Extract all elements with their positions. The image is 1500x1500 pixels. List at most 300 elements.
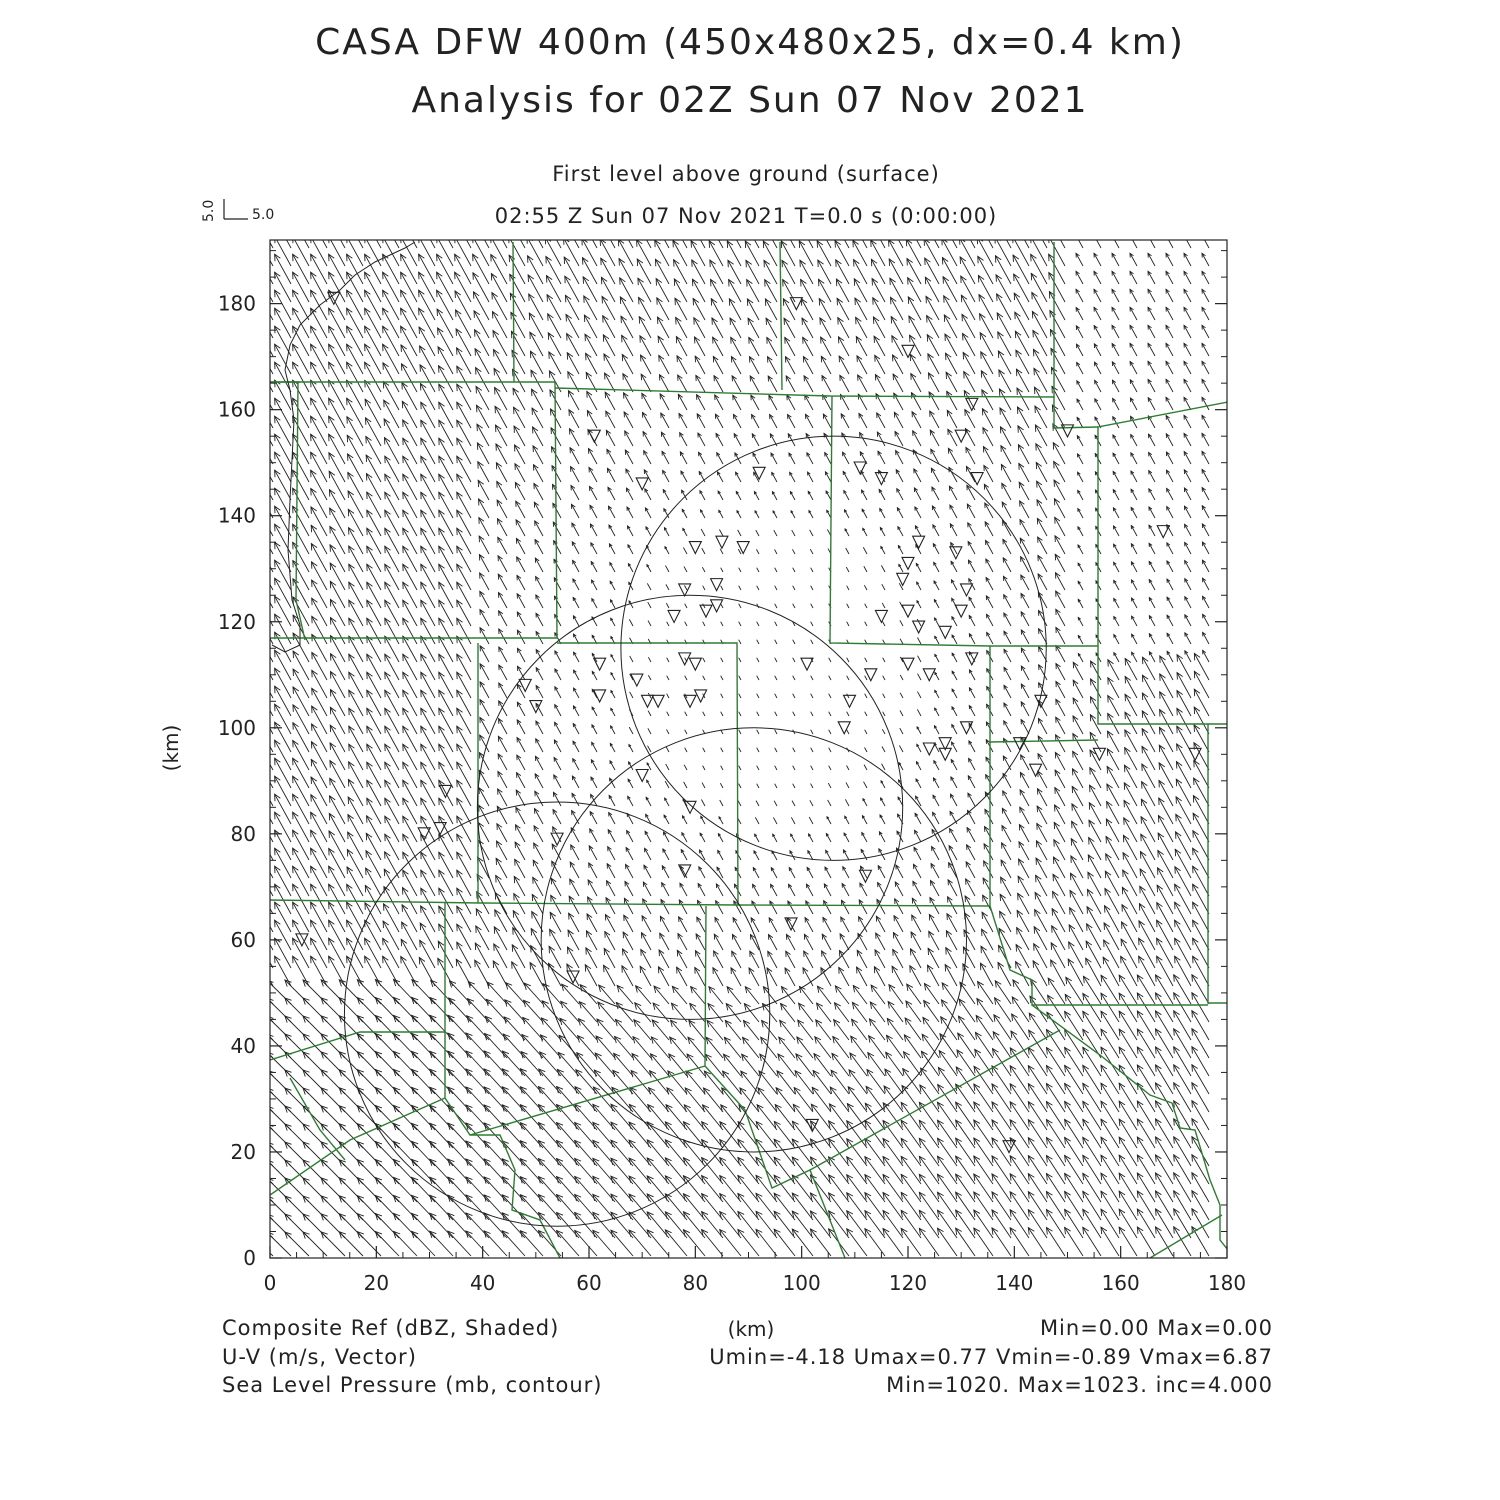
wind-vector-head [618, 220, 624, 227]
wind-vector [1052, 909, 1065, 932]
wind-vector [375, 1106, 399, 1130]
wind-vector [702, 567, 705, 572]
wind-vector [666, 764, 669, 770]
wind-vector [394, 1231, 417, 1256]
wind-vector [676, 337, 687, 356]
wind-vector-head [1010, 1084, 1016, 1091]
wind-vector-head [975, 1049, 981, 1056]
wind-vector [515, 464, 525, 482]
wind-vector [983, 447, 993, 464]
wind-vector [275, 488, 291, 518]
wind-vector [949, 486, 957, 500]
wind-vector [625, 450, 633, 464]
wind-vector [585, 334, 597, 356]
wind-vector [963, 352, 975, 374]
wind-vector [823, 395, 831, 410]
wind-vector [275, 668, 291, 698]
wind-vector [622, 354, 633, 374]
wind-vector [752, 434, 759, 446]
wind-vector [672, 986, 687, 1004]
wind-vector [534, 843, 543, 860]
wind-vector [684, 566, 687, 572]
wind-vector [479, 555, 489, 572]
wind-vector [675, 298, 687, 320]
wind-vector [780, 1020, 795, 1040]
wind-vector [1076, 307, 1083, 320]
wind-vector [476, 926, 489, 950]
wind-vector [882, 764, 885, 770]
wind-vector [494, 927, 507, 950]
wind-vector [569, 896, 579, 914]
wind-vector [412, 1195, 435, 1220]
wind-vector [1004, 721, 1011, 734]
wind-vector [375, 1178, 399, 1202]
wind-vector [383, 326, 399, 356]
wind-vector-head [257, 884, 263, 891]
wind-vector [383, 272, 399, 302]
wind-vector [829, 1193, 849, 1220]
wind-vector [757, 748, 759, 752]
wind-vector [570, 879, 579, 896]
wind-vector [901, 1102, 921, 1130]
wind-vector [607, 468, 615, 482]
wind-vector [412, 1069, 435, 1094]
wind-vector [549, 352, 561, 374]
wind-vector [757, 712, 759, 716]
wind-vector [517, 720, 525, 734]
wind-vector [311, 742, 327, 770]
wind-vector [967, 845, 975, 860]
wind-vector [757, 586, 759, 590]
wind-vector [892, 355, 903, 374]
wind-vector [665, 566, 669, 572]
wind-vector [695, 356, 705, 374]
wind-vector [572, 542, 579, 554]
wind-vector [1046, 1066, 1065, 1094]
wind-vector [479, 518, 489, 536]
wind-vector [641, 374, 651, 392]
wind-vector [1004, 613, 1011, 626]
wind-vector [942, 983, 957, 1004]
wind-vector [329, 866, 345, 896]
wind-vector [1002, 808, 1011, 824]
wind-vector [401, 345, 417, 374]
wind-vector [883, 694, 885, 698]
wind-vector [720, 800, 723, 806]
wind-vector [723, 1071, 741, 1094]
wind-vector [734, 434, 741, 446]
wind-vector-head [1028, 1210, 1034, 1217]
wind-vector [311, 272, 327, 302]
wind-vector-head [257, 596, 263, 603]
wind-vector-head [1028, 1138, 1034, 1145]
wind-vector [697, 917, 705, 932]
wind-vector [1046, 1192, 1065, 1220]
wind-vector [793, 676, 795, 680]
wind-vector [329, 236, 345, 266]
wind-vector [1013, 236, 1029, 266]
wind-vector [1028, 1084, 1047, 1112]
wind-vector [697, 414, 705, 428]
wind-vector [311, 362, 327, 392]
wind-vector [534, 809, 543, 824]
wind-vector [571, 504, 579, 518]
wind-vector [982, 929, 993, 950]
wind-vector [974, 1174, 993, 1202]
wind-vector [603, 335, 615, 356]
wind-vector [937, 1174, 957, 1202]
wind-vector [329, 362, 345, 392]
wind-vector-head [257, 542, 263, 549]
wind-vector [554, 775, 561, 788]
wind-vector [847, 1193, 867, 1220]
wind-vector-head [249, 1088, 256, 1095]
wind-vector [913, 864, 921, 878]
wind-vector [347, 380, 363, 410]
wind-vector [589, 486, 597, 500]
wind-vector [713, 356, 723, 374]
wind-vector [618, 220, 633, 248]
wind-vector [859, 900, 867, 914]
wind-vector [535, 756, 543, 770]
wind-vector [512, 962, 525, 986]
wind-vector [329, 453, 345, 482]
wind-vector [956, 1192, 975, 1220]
wind-vector [878, 866, 885, 878]
wind-vector [383, 956, 399, 986]
wind-vector [703, 622, 705, 626]
wind-vector [365, 290, 381, 320]
wind-vector [811, 694, 813, 698]
wind-vector [965, 896, 975, 914]
wind-vector [498, 574, 507, 590]
wind-vector-head [992, 1228, 998, 1235]
wind-vector-head [257, 452, 263, 459]
wind-vector [811, 586, 813, 590]
wind-vector [654, 221, 669, 248]
wind-vector [626, 864, 633, 878]
wind-vector [900, 693, 903, 698]
wind-vector [685, 712, 687, 716]
wind-vector [569, 913, 579, 932]
wind-vector [865, 1211, 885, 1238]
wind-vector [456, 310, 471, 338]
wind-vector [648, 657, 651, 662]
wind-vector [473, 218, 489, 248]
wind-vector [494, 944, 507, 968]
wind-vector [1011, 1031, 1029, 1058]
wind-vector [293, 848, 309, 878]
wind-vector [606, 411, 615, 428]
wind-vector-head [1031, 218, 1037, 225]
wind-vector [683, 547, 687, 554]
wind-vector [275, 848, 291, 878]
wind-vector [840, 395, 849, 410]
wind-vector [745, 987, 759, 1004]
wind-vector [929, 392, 939, 410]
wind-vector [1037, 806, 1047, 824]
wind-vector [922, 1034, 939, 1058]
wind-vector [817, 1003, 831, 1022]
wind-vector [412, 1105, 435, 1130]
wind-vector [498, 754, 507, 770]
wind-vector [311, 777, 327, 806]
wind-vector [793, 784, 795, 788]
wind-vector [917, 619, 921, 626]
wind-vector [798, 1020, 813, 1040]
wind-vector [293, 434, 309, 464]
wind-vector [680, 433, 687, 446]
wind-vector [968, 793, 975, 806]
wind-vector [667, 658, 669, 662]
wind-vector [293, 470, 309, 500]
wind-vector [685, 1088, 705, 1112]
wind-vector [311, 398, 327, 428]
wind-vector [383, 363, 399, 392]
wind-vector [1010, 1192, 1029, 1220]
wind-vector [311, 290, 327, 320]
wind-vector [401, 290, 417, 320]
wind-vector [956, 1084, 975, 1112]
wind-vector [662, 866, 669, 878]
wind-vector [823, 917, 831, 932]
wind-vector [667, 622, 669, 626]
wind-vector [829, 766, 831, 770]
wind-vector [606, 430, 615, 446]
wind-vector [946, 931, 957, 950]
wind-vector [604, 354, 615, 374]
wind-vector-head [257, 812, 263, 819]
wind-vector [786, 376, 795, 392]
wind-vector [495, 406, 507, 428]
wind-vector [293, 380, 309, 410]
wind-vector [883, 1103, 903, 1130]
wind-vector [568, 930, 579, 950]
wind-vector [347, 884, 363, 914]
wind-vector [677, 950, 687, 968]
wind-vector [533, 860, 543, 878]
wind-vector [517, 612, 525, 626]
wind-vector [636, 221, 651, 248]
wind-vector [311, 434, 327, 464]
wind-vector [293, 902, 309, 932]
wind-vector-head [249, 1106, 256, 1113]
wind-vector-head [834, 221, 840, 228]
wind-vector [497, 481, 507, 500]
wind-vector [864, 566, 867, 572]
wind-vector [577, 1053, 597, 1076]
wind-vector [811, 676, 813, 680]
wind-vector [642, 412, 651, 428]
wind-vector [1056, 717, 1065, 734]
wind-vector [992, 1210, 1011, 1238]
wind-vector [721, 766, 723, 770]
wind-vector [752, 414, 759, 428]
wind-vector [773, 817, 777, 824]
wind-vector-head [1010, 1066, 1016, 1073]
wind-vector [1072, 769, 1083, 788]
wind-vector-head [1010, 1210, 1016, 1217]
wind-vector [774, 1193, 795, 1220]
wind-vector [966, 879, 975, 896]
wind-vector [402, 922, 417, 950]
wind-vector-head [257, 398, 263, 405]
wind-vector-head [974, 1228, 980, 1235]
wind-vector [758, 1088, 777, 1112]
wind-vector [293, 794, 309, 824]
wind-vector-head [906, 220, 912, 227]
wind-vector [660, 916, 669, 932]
wind-vector-head [257, 506, 263, 513]
wind-vector [1056, 735, 1065, 752]
wind-vector [348, 491, 363, 518]
wind-vector [912, 412, 921, 428]
wind-vector [768, 935, 777, 950]
wind-vector [311, 470, 327, 500]
wind-vector [478, 462, 489, 482]
wind-vector [1070, 890, 1083, 914]
wind-vector [697, 900, 705, 914]
wind-vector [311, 507, 327, 536]
wind-vector-head [1046, 1192, 1052, 1199]
wind-vector [703, 748, 705, 752]
wind-vector [365, 938, 381, 968]
wind-vector [624, 393, 633, 410]
wind-vector [846, 782, 849, 788]
wind-vector [401, 326, 417, 356]
wind-vector [311, 562, 327, 590]
wind-vector [590, 812, 597, 824]
wind-vector [394, 1195, 417, 1220]
wind-vector [553, 792, 561, 806]
wind-vector [533, 877, 543, 896]
wind-vector-head [941, 219, 947, 226]
wind-vector [793, 604, 795, 608]
wind-vector [937, 1192, 957, 1220]
wind-vector [805, 395, 813, 410]
wind-vector [495, 425, 507, 446]
wind-vector [570, 862, 579, 878]
wind-vector [875, 950, 885, 968]
wind-vector [480, 573, 489, 590]
wind-vector [864, 765, 867, 770]
wind-vector [1021, 612, 1029, 626]
wind-vector [347, 938, 363, 968]
wind-vector-head [708, 222, 714, 229]
wind-vector [1055, 788, 1065, 806]
wind-vector [750, 951, 759, 968]
wind-vector [829, 1139, 849, 1166]
wind-vector [275, 722, 291, 752]
wind-vector [847, 1211, 867, 1238]
wind-vector [311, 902, 327, 932]
wind-vector [698, 884, 705, 896]
wind-vector-head [1012, 997, 1018, 1004]
wind-vector [375, 1034, 399, 1058]
wind-vector [776, 1088, 795, 1112]
wind-vector [587, 391, 597, 410]
wind-vector [785, 968, 795, 986]
wind-vector [1037, 518, 1047, 536]
wind-vector-head [978, 981, 984, 988]
wind-vector [847, 712, 849, 716]
wind-vector [1020, 501, 1029, 518]
wind-vector [1072, 786, 1083, 806]
wind-vector-head [249, 980, 256, 987]
wind-vector [394, 1033, 417, 1058]
wind-vector [948, 448, 957, 464]
wind-vector [329, 831, 345, 860]
wind-vector-head [1010, 1156, 1016, 1163]
wind-vector [1049, 218, 1065, 248]
wind-vector [730, 318, 741, 338]
wind-vector [982, 912, 993, 932]
wind-vector [293, 669, 309, 698]
wind-vector [293, 723, 309, 752]
wind-vector [533, 465, 543, 482]
wind-vector [1018, 893, 1029, 914]
wind-vector [275, 344, 291, 374]
wind-vector [974, 1192, 993, 1220]
wind-vector [1071, 839, 1083, 860]
wind-vector [1038, 771, 1047, 788]
wind-vector [966, 862, 975, 878]
wind-vector [571, 485, 579, 500]
wind-vector-head [974, 1120, 980, 1127]
wind-vector [853, 986, 867, 1004]
wind-vector [995, 218, 1011, 248]
wind-vector [249, 1178, 273, 1202]
wind-vector-head [1046, 1138, 1052, 1145]
wind-vector [684, 782, 687, 788]
wind-vector [892, 336, 903, 356]
wind-vector [874, 967, 885, 986]
wind-vector [924, 984, 939, 1004]
wind-vector [1019, 482, 1029, 500]
wind-vector-head [257, 722, 263, 729]
wind-vector [383, 938, 399, 968]
wind-vector [630, 1087, 651, 1112]
wind-vector [311, 812, 327, 842]
wind-vector [1020, 790, 1029, 806]
wind-vector [685, 676, 687, 680]
wind-vector [756, 801, 759, 806]
wind-vector [1055, 752, 1065, 770]
wind-vector [553, 810, 561, 824]
wind-vector [536, 613, 543, 626]
wind-vector [513, 388, 525, 410]
wind-vector [394, 1105, 417, 1130]
wind-vector [641, 949, 651, 968]
wind-vector [357, 1052, 381, 1076]
wind-vector [732, 376, 741, 392]
wind-vector [357, 1070, 381, 1094]
wind-vector [640, 966, 651, 986]
wind-vector [1001, 446, 1011, 464]
wind-vector [726, 1004, 741, 1022]
wind-vector [527, 218, 543, 248]
wind-vector [1037, 823, 1047, 842]
wind-vector [554, 757, 561, 770]
wind-vector [1021, 557, 1029, 572]
wind-vector [865, 604, 867, 608]
wind-vector [982, 409, 993, 428]
wind-vector [693, 298, 705, 320]
wind-vector [893, 933, 903, 950]
wind-vector [1014, 274, 1029, 302]
wind-vector [1034, 927, 1047, 950]
wind-vector [473, 292, 489, 320]
